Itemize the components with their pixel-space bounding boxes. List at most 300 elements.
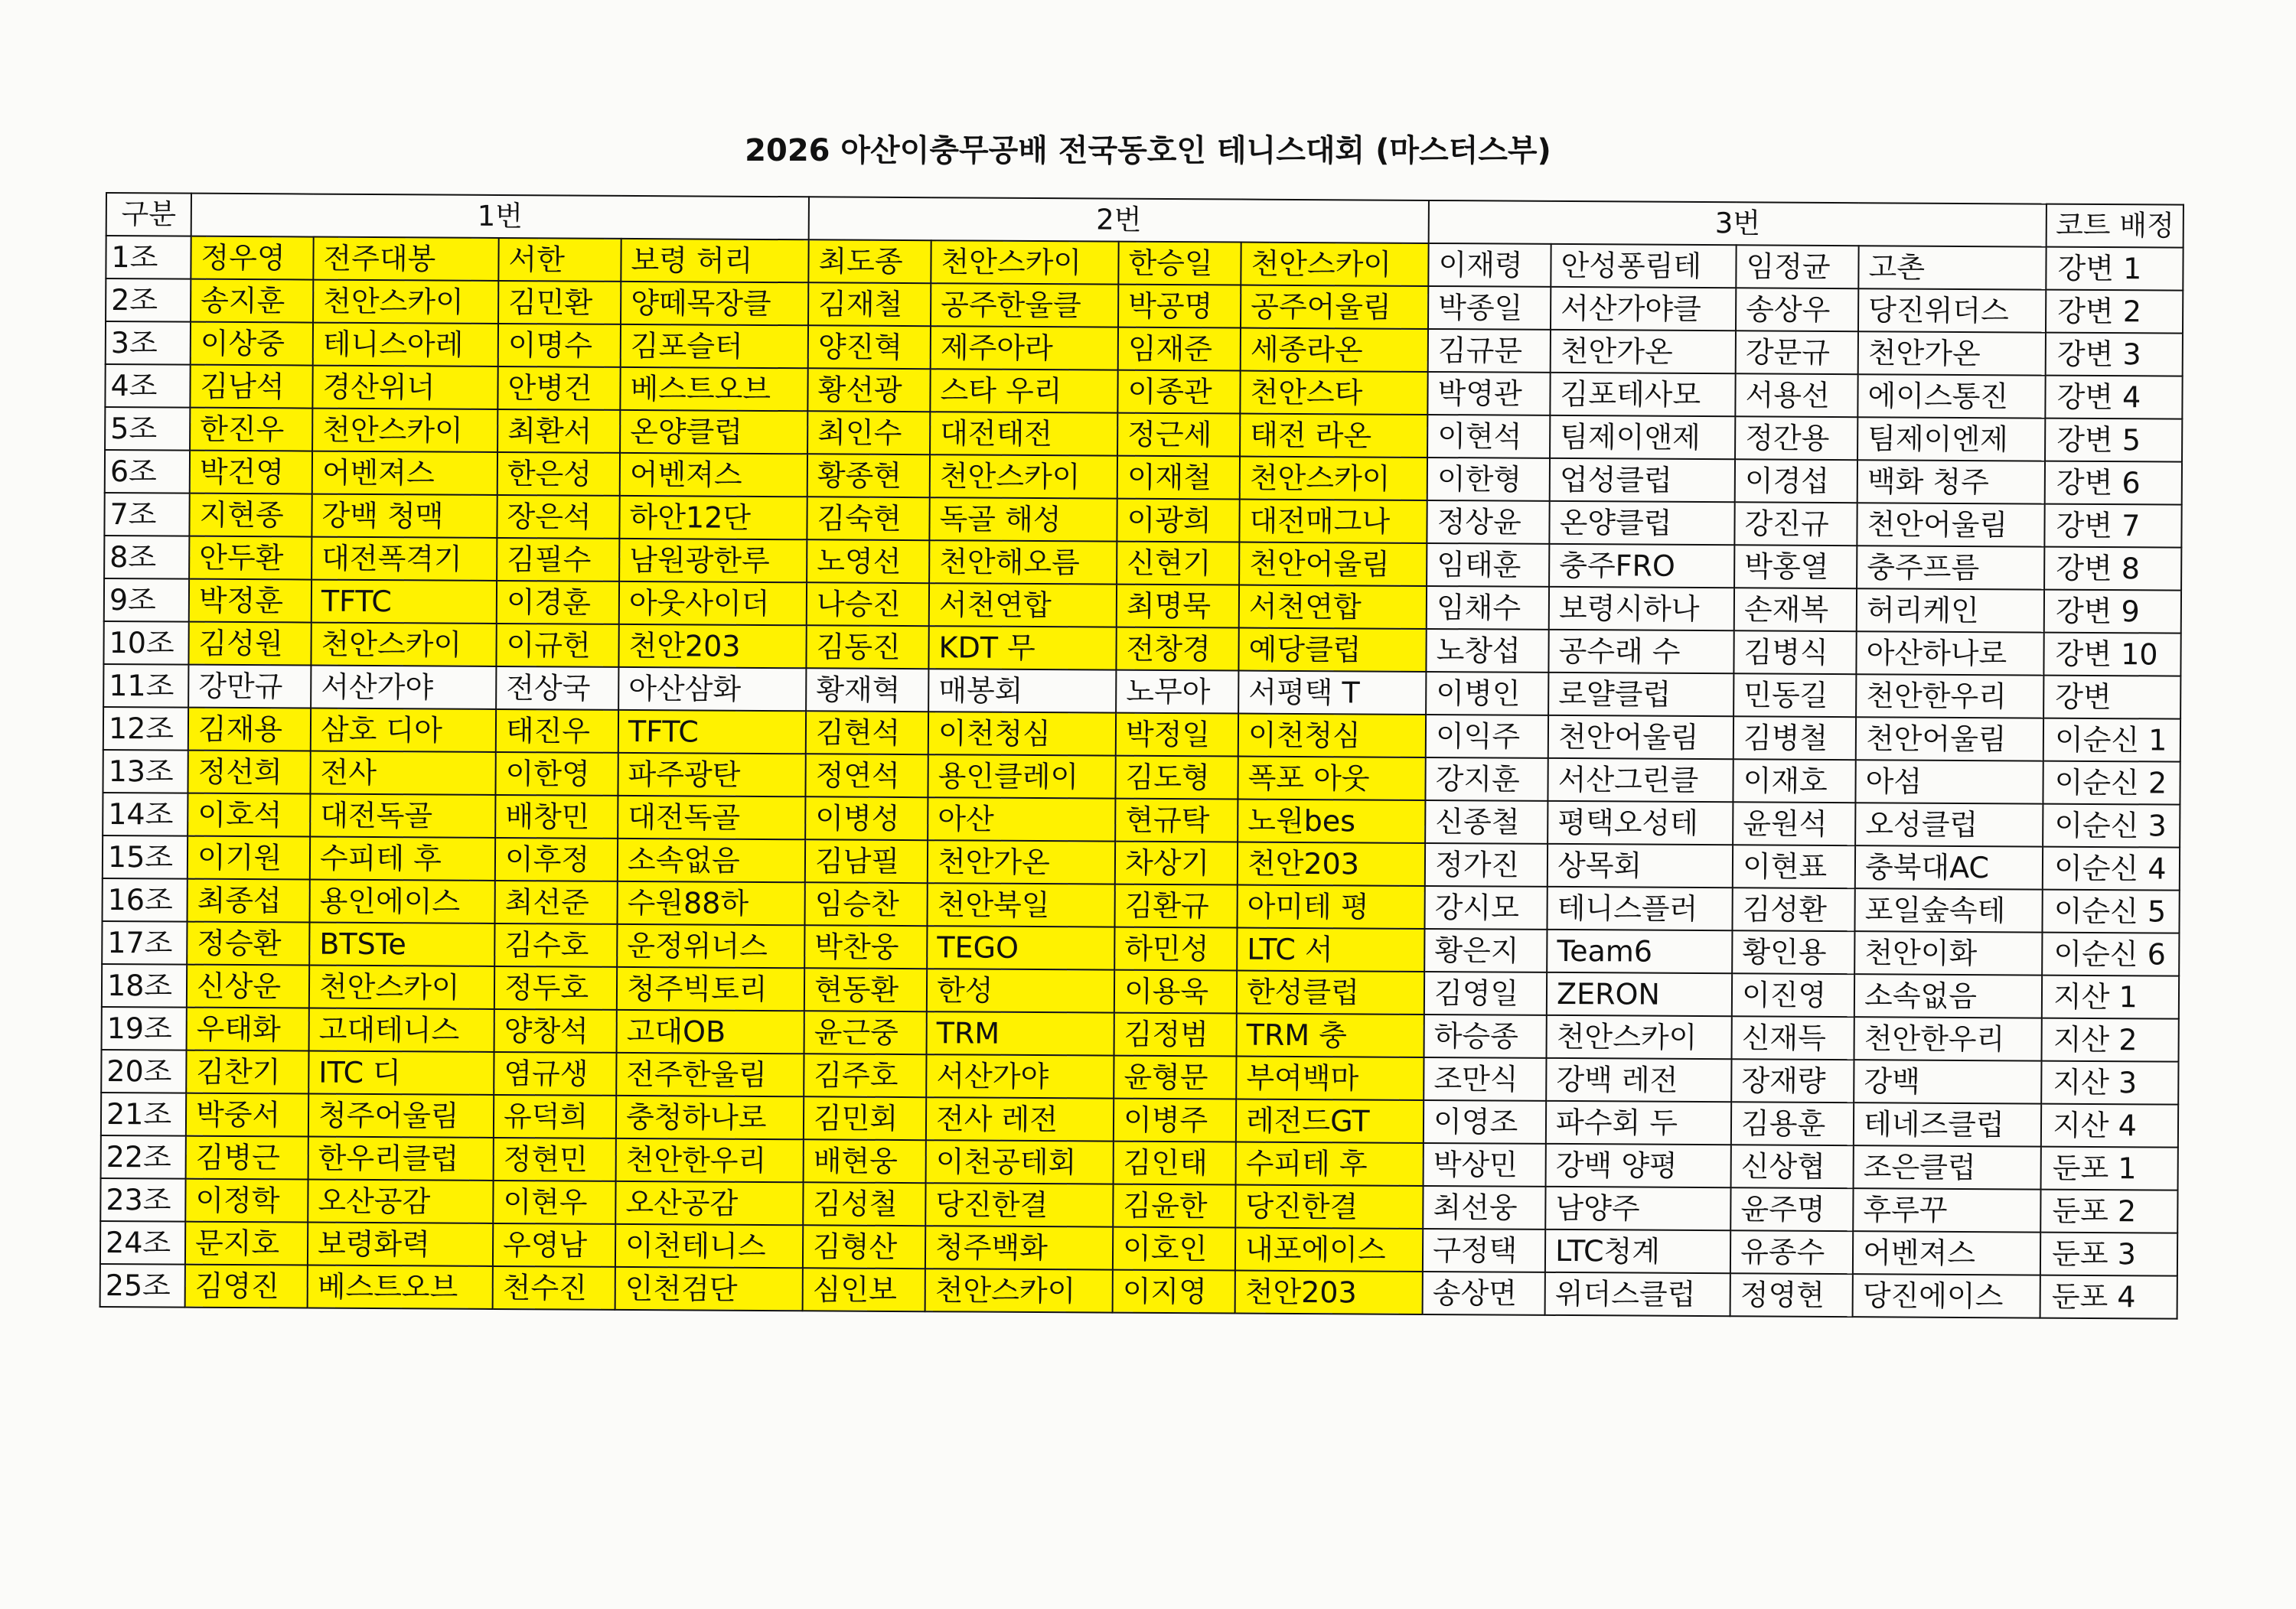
team-3-club-cell: 서산가야클	[1551, 287, 1736, 331]
team-2-player-cell: 배현웅	[804, 1139, 926, 1183]
team-1-player-cell: 우영남	[493, 1223, 615, 1267]
group-label: 12조	[103, 707, 188, 751]
team-3-player-cell: 송상우	[1736, 288, 1858, 331]
team-2-player-cell: 김정범	[1114, 1013, 1237, 1057]
team-1-club-cell: 온양클럽	[620, 410, 807, 454]
team-1-club-cell: 대전독골	[310, 794, 495, 838]
team-3-player-cell: 윤주명	[1730, 1187, 1853, 1231]
group-label: 13조	[103, 750, 188, 793]
team-2-club-cell: 부여백마	[1236, 1057, 1424, 1100]
team-1-player-cell: 문지호	[185, 1222, 308, 1265]
team-1-player-cell: 최선준	[495, 881, 618, 924]
team-1-player-cell: 전상국	[496, 666, 618, 710]
team-3-player-cell: 송상면	[1423, 1272, 1545, 1315]
team-3-club-cell: 에이스통진	[1857, 374, 2045, 418]
group-label: 4조	[105, 364, 190, 408]
team-2-club-cell: 당진한결	[925, 1183, 1113, 1226]
team-3-club-cell: 남양주	[1545, 1187, 1730, 1230]
team-2-player-cell: 이광희	[1117, 499, 1239, 542]
team-2-player-cell: 황재혁	[806, 668, 928, 712]
team-3-club-cell: 강백 레전	[1546, 1058, 1731, 1102]
team-2-player-cell: 황선광	[807, 368, 930, 412]
team-1-player-cell: 정승환	[187, 922, 309, 966]
team-3-club-cell: 허리케인	[1857, 588, 2044, 632]
team-1-player-cell: 유덕희	[494, 1095, 616, 1138]
team-3-club-cell: Team6	[1547, 930, 1732, 973]
team-3-club-cell: 아산하나로	[1857, 631, 2044, 675]
team-3-club-cell: 조은클럽	[1854, 1145, 2041, 1189]
team-1-club-cell: 아웃사이더	[619, 581, 807, 625]
team-2-club-cell: 대전태전	[930, 412, 1117, 455]
team-2-player-cell: 김현석	[806, 711, 928, 754]
team-2-player-cell: 박공명	[1118, 285, 1241, 328]
team-3-player-cell: 이재호	[1733, 759, 1856, 803]
team-2-club-cell: 대전매그나	[1239, 500, 1427, 543]
team-3-player-cell: 윤원석	[1733, 802, 1855, 845]
team-1-player-cell: 최종섭	[188, 879, 310, 923]
team-2-player-cell: 김형산	[803, 1225, 925, 1269]
team-3-club-cell: 파수회 두	[1546, 1101, 1731, 1145]
team-2-player-cell: 현규탁	[1115, 799, 1238, 842]
team-2-player-cell: 양진혁	[808, 325, 931, 369]
team-2-club-cell: 이천청심	[928, 712, 1116, 755]
table-body	[100, 236, 2183, 1319]
team-2-club-cell: 천안203	[1235, 1271, 1423, 1314]
team-1-player-cell: 이명수	[498, 324, 621, 367]
team-2-player-cell: 김민회	[804, 1096, 926, 1140]
court-assignment-cell: 강변 9	[2044, 590, 2181, 634]
team-3-player-cell: 박종일	[1428, 286, 1551, 330]
team-1-club-cell: 하안12단	[619, 496, 807, 539]
court-assignment-cell: 이순신 4	[2043, 847, 2180, 891]
team-1-player-cell: 최환서	[497, 409, 620, 453]
team-2-club-cell: 천안해오름	[929, 540, 1117, 584]
team-1-club-cell: 보령화력	[308, 1223, 493, 1266]
team-2-player-cell: 나승진	[807, 582, 929, 626]
team-2-player-cell: 임승찬	[805, 882, 928, 926]
court-assignment-cell: 지산 2	[2042, 1018, 2179, 1062]
team-1-player-cell: 이호석	[188, 793, 310, 837]
team-2-club-cell: 천안어울림	[1239, 542, 1427, 586]
team-2-player-cell: 김도형	[1116, 756, 1238, 800]
team-3-club-cell: 팀제이앤제	[1550, 415, 1735, 459]
team-2-player-cell: 이병성	[805, 796, 928, 840]
team-3-player-cell: 이재령	[1428, 243, 1551, 287]
court-assignment-cell: 이순신 3	[2043, 804, 2180, 848]
team-2-club-cell: 내포에이스	[1235, 1228, 1423, 1272]
court-assignment-cell: 강변 6	[2045, 461, 2182, 505]
group-label: 18조	[102, 964, 187, 1008]
team-1-club-cell: BTSTe	[309, 923, 494, 966]
court-assignment-cell: 강변 7	[2045, 504, 2182, 548]
team-3-player-cell: 김병식	[1734, 630, 1857, 674]
team-2-player-cell: 신현기	[1117, 542, 1239, 585]
team-1-club-cell: 운정위너스	[617, 924, 804, 968]
team-2-club-cell: 독골 해성	[929, 497, 1117, 541]
team-3-player-cell: 장재량	[1731, 1059, 1854, 1103]
team-2-player-cell: 윤형문	[1114, 1056, 1236, 1099]
team-2-club-cell: 서천연합	[929, 583, 1117, 627]
team-3-player-cell: 구정택	[1423, 1229, 1545, 1272]
team-1-club-cell: 대전독골	[618, 796, 805, 839]
team-1-club-cell: 수원88하	[617, 881, 804, 925]
team-3-player-cell: 이현표	[1733, 845, 1855, 888]
team-2-player-cell: 김환규	[1115, 884, 1238, 928]
team-3-player-cell: 강문규	[1736, 331, 1858, 374]
team-1-club-cell: 베스트오브	[620, 367, 807, 411]
team-2-player-cell: 박정일	[1116, 713, 1238, 757]
team-2-player-cell: 이재철	[1117, 456, 1240, 500]
team-2-club-cell: 이천청심	[1238, 714, 1426, 757]
team-1-club-cell: 천안스카이	[313, 280, 498, 324]
team-1-player-cell: 양창석	[494, 1009, 617, 1053]
team-3-player-cell: 김용훈	[1731, 1102, 1854, 1145]
team-3-player-cell: 정영현	[1730, 1273, 1853, 1317]
team-3-player-cell: 박홍열	[1734, 545, 1857, 588]
team-2-player-cell: 한승일	[1118, 242, 1241, 285]
team-2-player-cell: 현동환	[804, 968, 927, 1011]
court-assignment-cell: 지산 1	[2042, 975, 2179, 1019]
team-3-player-cell: 김영일	[1424, 972, 1547, 1015]
team-2-club-cell: LTC 서	[1237, 928, 1424, 972]
team-1-player-cell: 박건영	[190, 451, 312, 494]
team-2-player-cell: 윤근중	[804, 1011, 927, 1054]
team-1-club-cell: 청주어울림	[308, 1094, 494, 1138]
team-1-player-cell: 김재용	[188, 708, 311, 751]
group-label: 23조	[100, 1178, 185, 1222]
court-assignment-cell: 이순신 2	[2043, 761, 2180, 805]
team-1-club-cell: 전주대봉	[313, 237, 498, 281]
team-2-club-cell: TRM 충	[1237, 1014, 1424, 1057]
team-2-club-cell: 천안203	[1238, 842, 1425, 886]
team-1-player-cell: 서한	[498, 238, 621, 282]
team-1-player-cell: 강만규	[188, 665, 311, 708]
team-1-club-cell: 양떼목장클	[621, 282, 808, 325]
team-3-player-cell: 신종철	[1425, 800, 1548, 844]
team-1-player-cell: 정두호	[494, 966, 617, 1010]
team-2-club-cell: 제주아라	[931, 326, 1118, 370]
team-3-club-cell: 당진위더스	[1858, 288, 2046, 332]
group-label: 8조	[104, 536, 189, 579]
team-1-club-cell: 베스트오브	[308, 1265, 493, 1309]
team-1-club-cell: 용인에이스	[310, 880, 495, 923]
team-1-club-cell: ITC 디	[308, 1051, 494, 1095]
team-3-club-cell: 포일숲속테	[1855, 888, 2043, 932]
team-3-club-cell: 테네즈클럽	[1854, 1103, 2041, 1146]
team-2-player-cell: 이종관	[1117, 370, 1240, 414]
team-3-player-cell: 신상협	[1731, 1145, 1854, 1188]
team-1-club-cell: 대전폭격기	[311, 537, 497, 581]
team-3-player-cell: 강시모	[1425, 886, 1548, 930]
team-2-player-cell: 김인태	[1114, 1142, 1236, 1185]
court-assignment-cell: 강변	[2043, 676, 2180, 719]
group-label: 9조	[104, 578, 189, 622]
team-1-player-cell: 김병근	[186, 1136, 308, 1180]
team-3-club-cell: 로얄클럽	[1548, 673, 1733, 716]
team-2-club-cell: 전사 레전	[926, 1097, 1114, 1141]
header-team-3: 3번	[1429, 200, 2047, 247]
team-3-club-cell: 백화 청주	[1857, 460, 2045, 503]
team-1-player-cell: 정선희	[188, 751, 310, 794]
team-3-club-cell: 위더스클럽	[1545, 1272, 1730, 1316]
team-3-player-cell: 유종수	[1730, 1230, 1853, 1274]
team-3-player-cell: 정간용	[1735, 416, 1857, 460]
team-1-player-cell: 김남석	[190, 365, 312, 409]
team-2-player-cell: 김동진	[806, 625, 928, 669]
team-2-player-cell: 정연석	[806, 754, 928, 797]
team-3-club-cell: 천안어울림	[1856, 717, 2043, 761]
team-1-player-cell: 김영진	[185, 1265, 308, 1308]
group-label: 6조	[105, 450, 190, 493]
team-2-club-cell: 노원bes	[1238, 800, 1425, 843]
team-2-club-cell: 천안가온	[928, 840, 1115, 884]
team-2-club-cell: 아미테 평	[1238, 885, 1425, 929]
bracket-table	[99, 192, 2184, 1320]
team-1-club-cell: 천안스카이	[311, 623, 496, 666]
team-2-player-cell: 김숙현	[807, 497, 929, 540]
team-3-player-cell: 이병인	[1426, 672, 1548, 715]
group-label: 25조	[100, 1264, 185, 1308]
team-1-club-cell: 천안스카이	[312, 409, 497, 452]
team-1-player-cell: 이규헌	[496, 624, 618, 667]
team-1-club-cell: 인천검단	[615, 1267, 803, 1311]
team-3-club-cell: 충주FRO	[1549, 544, 1734, 588]
team-2-player-cell: 김재철	[808, 282, 931, 326]
team-2-club-cell: 태전 라온	[1240, 414, 1427, 458]
team-2-player-cell: 이병주	[1114, 1099, 1236, 1142]
team-2-club-cell: 청주백화	[925, 1226, 1113, 1269]
team-1-player-cell: 김찬기	[186, 1050, 308, 1094]
team-3-player-cell: 민동길	[1733, 673, 1856, 717]
team-2-club-cell: 폭포 아웃	[1238, 757, 1426, 800]
team-2-club-cell: 천안북일	[928, 883, 1115, 927]
team-3-club-cell: 평택오성테	[1548, 801, 1733, 845]
team-1-club-cell: 전사	[310, 751, 495, 795]
court-assignment-cell: 강변 4	[2045, 376, 2182, 419]
team-1-player-cell: 김수호	[494, 923, 617, 967]
team-3-club-cell: 강백 양평	[1546, 1144, 1731, 1187]
group-label: 19조	[102, 1007, 187, 1050]
team-2-player-cell: 김주호	[804, 1054, 926, 1097]
team-1-player-cell: 박중서	[186, 1093, 308, 1137]
team-2-player-cell: 노영선	[807, 539, 929, 583]
team-2-club-cell: 서평택 T	[1238, 671, 1426, 715]
team-3-club-cell: 충북대AC	[1855, 845, 2043, 889]
court-assignment-cell: 둔포 4	[2040, 1275, 2177, 1319]
team-2-player-cell: 차상기	[1115, 842, 1238, 885]
team-1-club-cell: 소속없음	[618, 839, 805, 882]
team-3-player-cell: 정상윤	[1427, 500, 1549, 544]
team-1-club-cell: 고대테니스	[309, 1008, 494, 1052]
team-3-player-cell: 김성환	[1733, 888, 1855, 931]
team-1-player-cell: 장은석	[497, 495, 619, 539]
team-3-player-cell: 임정균	[1736, 245, 1858, 288]
team-1-player-cell: 이후정	[495, 838, 618, 881]
team-2-club-cell: 천안스카이	[925, 1269, 1113, 1312]
team-1-club-cell: 천안203	[618, 624, 806, 668]
team-1-club-cell: 서산가야	[311, 666, 496, 709]
team-1-club-cell: 강백 청맥	[311, 494, 497, 538]
team-2-club-cell: KDT 무	[928, 626, 1116, 669]
team-2-club-cell: 스타 우리	[930, 369, 1117, 412]
team-3-club-cell: 팀제이엔제	[1857, 417, 2045, 461]
team-1-club-cell: 파주광탄	[618, 753, 805, 796]
team-1-player-cell: 한진우	[190, 408, 312, 451]
group-label: 22조	[101, 1135, 186, 1179]
team-2-club-cell: 천안스카이	[1241, 243, 1428, 286]
team-1-club-cell: 한우리클럽	[308, 1137, 494, 1181]
team-1-club-cell: 수피테 후	[310, 837, 495, 881]
team-3-player-cell: 이영조	[1424, 1100, 1546, 1144]
team-3-player-cell: 이익주	[1426, 715, 1548, 758]
team-2-club-cell: 천안스타	[1240, 371, 1427, 415]
group-label: 11조	[103, 664, 188, 708]
court-assignment-cell: 강변 10	[2044, 633, 2181, 676]
team-3-club-cell: 강백	[1854, 1060, 2041, 1103]
team-1-club-cell: 보령 허리	[621, 239, 808, 282]
header-team-1: 1번	[191, 194, 809, 240]
team-1-player-cell: 이경훈	[497, 581, 619, 624]
team-1-player-cell: 이기원	[188, 836, 310, 880]
team-1-player-cell: 정우영	[191, 236, 313, 280]
team-2-club-cell: 천안스카이	[931, 240, 1118, 284]
team-3-club-cell: 김포테사모	[1550, 373, 1735, 416]
team-1-player-cell: 김필수	[497, 538, 619, 581]
court-assignment-cell: 이순신 1	[2043, 718, 2180, 762]
team-1-club-cell: 고대OB	[617, 1010, 804, 1054]
team-3-club-cell: 충주프름	[1857, 546, 2044, 589]
team-2-club-cell: 용인클레이	[928, 754, 1116, 798]
group-label: 21조	[101, 1093, 186, 1136]
group-label: 2조	[106, 278, 191, 322]
court-assignment-cell: 둔포 2	[2040, 1190, 2177, 1233]
team-3-club-cell: 천안한우리	[1854, 1017, 2042, 1060]
group-label: 7조	[104, 493, 189, 536]
team-2-club-cell: 공주어울림	[1241, 285, 1428, 329]
team-3-player-cell: 최선웅	[1423, 1186, 1545, 1230]
team-3-player-cell: 손재복	[1734, 588, 1857, 631]
team-1-player-cell: 송지훈	[191, 279, 313, 323]
team-2-player-cell: 최도종	[808, 239, 931, 283]
team-1-club-cell: 남원광한루	[619, 539, 807, 582]
team-3-club-cell: 서산그린클	[1548, 758, 1733, 802]
team-3-club-cell: 공수래 수	[1549, 630, 1734, 673]
team-2-club-cell: 천안스카이	[1240, 457, 1427, 500]
team-3-player-cell: 이현석	[1427, 415, 1550, 458]
team-1-club-cell: TFTC	[618, 710, 806, 754]
team-3-club-cell: 오성클럽	[1855, 803, 2043, 846]
team-2-player-cell: 김남필	[805, 839, 928, 883]
team-1-player-cell: 배창민	[495, 795, 618, 839]
team-1-player-cell: 우태화	[187, 1008, 309, 1051]
team-3-club-cell: 천안한우리	[1856, 674, 2043, 718]
team-2-player-cell: 김윤한	[1113, 1184, 1235, 1228]
team-2-club-cell: 한성클럽	[1237, 971, 1424, 1015]
team-3-player-cell: 임태훈	[1427, 543, 1549, 587]
team-2-player-cell: 정근세	[1117, 413, 1240, 457]
team-3-club-cell: 천안가온	[1551, 330, 1736, 373]
team-2-club-cell: 서산가야	[926, 1054, 1114, 1098]
court-assignment-cell: 둔포 1	[2041, 1147, 2178, 1190]
team-3-club-cell: 천안어울림	[1548, 715, 1733, 759]
team-2-club-cell: 천안스카이	[930, 454, 1117, 498]
team-2-player-cell: 이용욱	[1114, 970, 1237, 1014]
team-2-club-cell: 세종라온	[1241, 328, 1428, 372]
header-group: 구분	[106, 193, 191, 236]
team-3-player-cell: 이경섭	[1735, 459, 1857, 503]
team-3-club-cell: 어벤져스	[1853, 1231, 2040, 1275]
team-2-player-cell: 최인수	[807, 411, 930, 454]
team-3-player-cell: 임채수	[1427, 586, 1549, 630]
team-1-club-cell: 경산위너	[312, 366, 497, 409]
team-1-club-cell: 오산공감	[615, 1181, 803, 1225]
court-assignment-cell: 강변 1	[2046, 247, 2183, 291]
team-3-club-cell: 천안스카이	[1547, 1015, 1732, 1059]
team-2-club-cell: 이천공테회	[926, 1140, 1114, 1184]
team-3-club-cell: 상목회	[1548, 844, 1733, 888]
team-1-club-cell: 이천테니스	[615, 1224, 803, 1268]
team-3-player-cell: 정가진	[1425, 843, 1548, 887]
team-3-club-cell: 테니스플러	[1548, 887, 1733, 930]
team-3-player-cell: 이진영	[1732, 973, 1854, 1017]
team-3-player-cell: 박상민	[1424, 1143, 1546, 1187]
court-assignment-cell: 강변 2	[2046, 290, 2183, 334]
team-3-player-cell: 강진규	[1734, 502, 1857, 546]
team-2-club-cell: 수피테 후	[1236, 1142, 1424, 1186]
team-1-player-cell: 이현우	[493, 1181, 615, 1224]
team-3-player-cell: 강지훈	[1426, 757, 1548, 801]
group-label: 15조	[103, 835, 188, 879]
header-team-2: 2번	[809, 197, 1429, 243]
team-1-club-cell: 김포슬터	[621, 324, 808, 368]
team-1-player-cell: 안두환	[189, 536, 311, 580]
team-1-club-cell: 테니스아레	[313, 323, 498, 366]
team-1-player-cell: 김성원	[188, 622, 311, 666]
team-1-player-cell: 이상중	[191, 322, 313, 366]
team-1-player-cell: 이정학	[185, 1179, 308, 1223]
team-3-club-cell: 천안어울림	[1857, 503, 2044, 546]
page-title: 2026 아산이충무공배 전국동호인 테니스대회 (마스터스부)	[745, 133, 1551, 168]
court-assignment-cell: 강변 8	[2044, 547, 2181, 591]
team-2-club-cell: 아산	[928, 797, 1115, 841]
team-2-player-cell: 박찬웅	[804, 925, 927, 969]
team-1-player-cell: 염규생	[494, 1052, 616, 1096]
team-1-club-cell: 천안스카이	[309, 966, 494, 1009]
team-3-club-cell: LTC청계	[1545, 1230, 1730, 1273]
team-1-player-cell: 한은성	[497, 452, 620, 496]
court-assignment-cell: 둔포 3	[2040, 1233, 2177, 1276]
team-2-player-cell: 하민성	[1114, 927, 1237, 971]
team-2-club-cell: 공주한울클	[931, 283, 1118, 327]
team-3-club-cell: 후루꾸	[1853, 1188, 2040, 1232]
group-label: 20조	[101, 1050, 186, 1093]
team-2-club-cell: 당진한결	[1235, 1185, 1423, 1229]
team-3-club-cell: 소속없음	[1854, 974, 2042, 1018]
team-3-player-cell: 황은지	[1424, 929, 1547, 972]
team-1-club-cell: TFTC	[311, 580, 497, 624]
team-2-player-cell: 전창경	[1116, 627, 1238, 671]
team-1-player-cell: 김민환	[498, 281, 621, 324]
team-3-player-cell: 서용선	[1735, 373, 1857, 417]
team-1-player-cell: 박정훈	[189, 579, 311, 623]
team-3-club-cell: 온양클럽	[1549, 501, 1734, 545]
team-3-player-cell: 조만식	[1424, 1057, 1546, 1101]
group-label: 3조	[106, 321, 191, 365]
court-assignment-cell: 이순신 6	[2042, 933, 2179, 976]
group-label: 5조	[105, 407, 190, 451]
team-1-club-cell: 삼호 디아	[311, 708, 496, 752]
team-3-player-cell: 박영관	[1427, 372, 1550, 415]
